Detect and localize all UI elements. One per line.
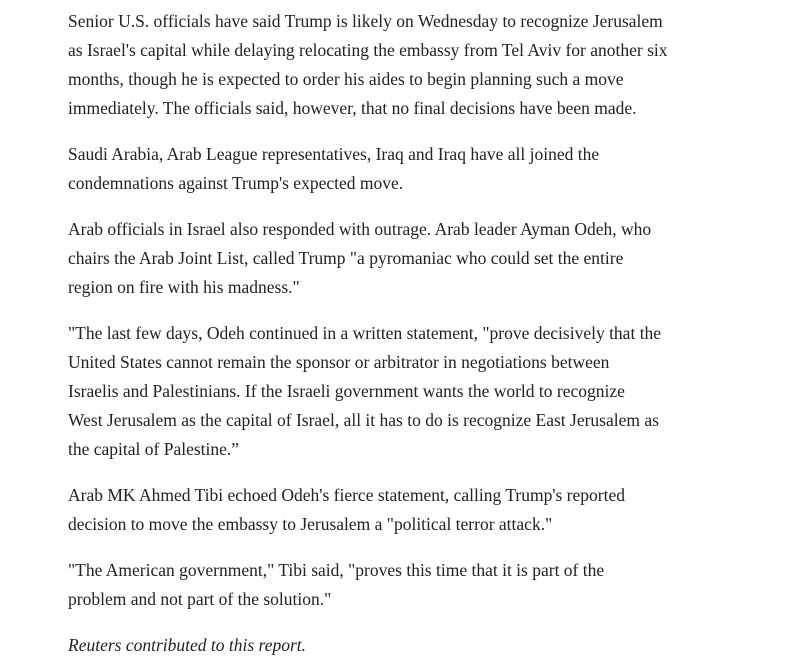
paragraph-line: problem and not part of the solution." bbox=[68, 589, 332, 609]
paragraph-line: months, though he is expected to order his aides to begin planning such a move bbox=[68, 69, 624, 89]
article-paragraph-4 bbox=[68, 319, 808, 464]
paragraph-line: Arab MK Ahmed Tibi echoed Odeh's fierce statement, calling Trump's reported bbox=[68, 485, 625, 505]
paragraph-line: the capital of Palestine.” bbox=[68, 439, 240, 459]
paragraph-line: United States cannot remain the sponsor or arbitrator in negotiations between bbox=[68, 352, 610, 372]
article-paragraph-5 bbox=[68, 481, 808, 539]
paragraph-line: condemnations against Trump's expected move. bbox=[68, 173, 404, 193]
article-credit: Reuters contributed to this report. bbox=[68, 635, 307, 655]
paragraph-line: as Israel's capital while delaying relocating the embassy from Tel Aviv for another six bbox=[68, 40, 668, 60]
paragraph-line: region on fire with his madness." bbox=[68, 277, 300, 297]
paragraph-line: decision to move the embassy to Jerusalem a "political terror attack." bbox=[68, 514, 553, 534]
article-paragraph-6 bbox=[68, 556, 808, 614]
paragraph-line: Arab officials in Israel also responded with outrage. Arab leader Ayman Odeh, who bbox=[68, 219, 652, 239]
article-paragraph-3 bbox=[68, 215, 808, 302]
article-paragraph-2 bbox=[68, 140, 808, 198]
paragraph-line: "The American government," Tibi said, "proves this time that it is part of the bbox=[68, 560, 605, 580]
paragraph-line: Saudi Arabia, Arab League representatives, Iraq and Iraq have all joined the bbox=[68, 144, 600, 164]
paragraph-line: Senior U.S. officials have said Trump is likely on Wednesday to recognize Jerusalem bbox=[68, 11, 663, 31]
paragraph-line: West Jerusalem as the capital of Israel, all it has to do is recognize East Jerusalem as bbox=[68, 410, 659, 430]
article-body bbox=[68, 7, 808, 660]
paragraph-line: Israelis and Palestinians. If the Israeli government wants the world to recognize bbox=[68, 381, 625, 401]
article-paragraph-1 bbox=[68, 7, 808, 123]
paragraph-line: chairs the Arab Joint List, called Trump "a pyromaniac who could set the entire bbox=[68, 248, 624, 268]
paragraph-line: "The last few days, Odeh continued in a written statement, "prove decisively that the bbox=[68, 323, 662, 343]
paragraph-line: immediately. The officials said, however, that no final decisions have been made. bbox=[68, 98, 637, 118]
